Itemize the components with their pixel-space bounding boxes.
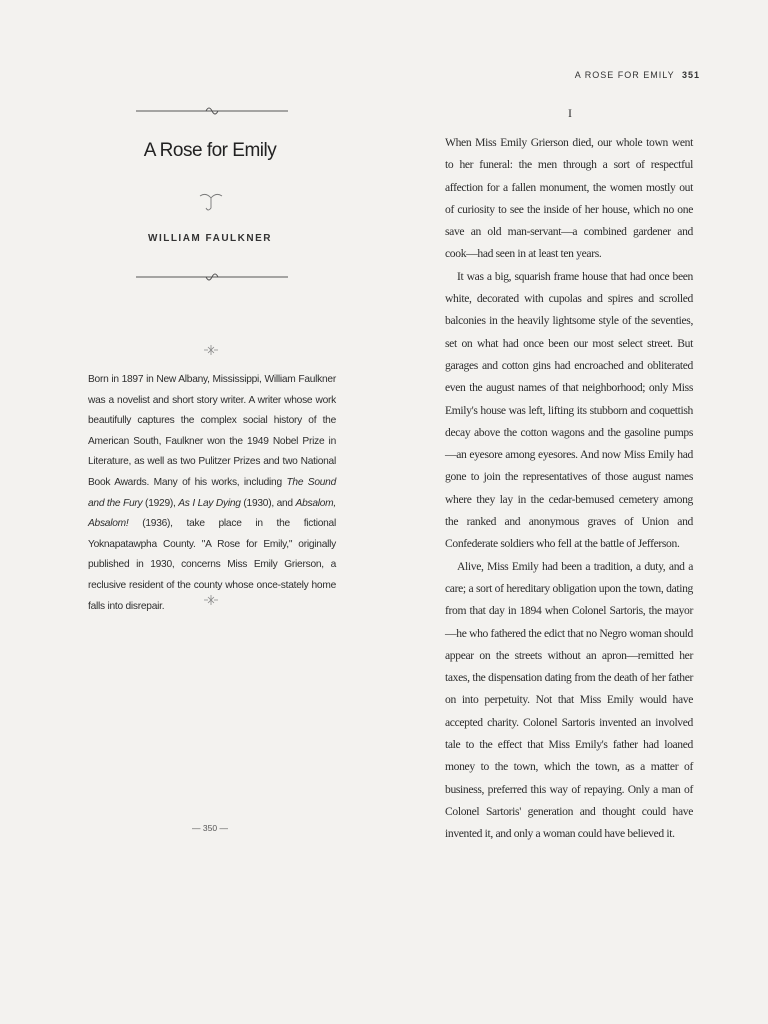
story-text <box>445 132 693 846</box>
story-paragraph-1: When Miss Emily Grierson died, our whole town went to her funeral: the men through a sort of respectful affection for a fallen monument, the women mostly out of curiosity to see the inside of her house, which no one save an old man-servant—a combined gardener and cook—had seen in at least ten years. <box>445 136 693 261</box>
bio-text-4: (1936), take place in the fictional Yoknapatawpha County. "A Rose for Emily," originally published in 1930, concerns Miss Emily Grierson, a reclusive resident of the county whose once-stately home falls into disrepair. <box>88 518 336 612</box>
bio-title-absalom: Absalom, Absalom! <box>88 497 336 530</box>
story-paragraph-3: Alive, Miss Emily had been a tradition, a duty, and a care; a sort of hereditary obligation upon the town, dating from that day in 1894 when Colonel Sartoris, the mayor—he who fathered the edict that no Negro woman should appear on the streets without an apron—remitted her taxes, the dispensation dating from the death of her father on into perpetuity. Not that Miss Emily would have accepted charity. Colonel Sartoris invented an involved tale to the effect that Miss Emily's father had loaned money to the town, which the town, as a matter of business, preferred this way of repaying. Only a man of Colonel Sartoris' generation and thought could have invented it, and only a woman could have believed it. <box>445 559 693 841</box>
page-folio: — 350 — <box>192 823 228 833</box>
bio-bottom-dingbat-icon <box>202 594 220 606</box>
top-ornament-rule <box>136 104 288 116</box>
bio-text-3: (1930), and <box>240 497 296 509</box>
running-head-page-number: 351 <box>681 70 700 80</box>
bio-title-sound-and-fury: The Sound and the Fury <box>88 476 336 509</box>
running-head-title: A ROSE FOR EMILY <box>574 70 675 80</box>
author-name: WILLIAM FAULKNER <box>148 233 272 244</box>
bio-title-as-i-lay-dying: As I Lay Dying <box>178 497 241 509</box>
running-head <box>560 70 700 80</box>
bio-top-dingbat-icon <box>202 344 220 356</box>
author-biography <box>88 370 336 617</box>
bio-text-1: Born in 1897 in New Albany, Mississippi, William Faulkner was a novelist and short story writer. A writer whose work beautifully captures the complex social history of the American South, Faulkner won the 1949 Nobel Prize in Literature, as well as two Pulitzer Prizes and two National Book Awards. Many of his works, including <box>88 374 336 488</box>
bio-text-2: (1929), <box>142 497 179 509</box>
title-flourish-icon <box>196 188 226 216</box>
story-paragraph-2: It was a big, squarish frame house that had once been white, decorated with cupolas and spires and scrolled balconies in the heavily lightsome style of the seventies, set on what had once been our most select street. But garages and cotton gins had encroached and obliterated even the august names of that neighborhood; only Miss Emily's house was left, lifting its stubborn and coquettish decay above the cotton wagons and the gasoline pumps—an eyesore among eyesores. And now Miss Emily had gone to join the representatives of those august names where they lay in the cedar-bemused cemetery among the ranked and anonymous graves of Union and Confederate soldiers who fell at the battle of Jefferson. <box>445 269 693 551</box>
story-title: A Rose for Emily <box>143 140 277 161</box>
section-number: I <box>568 106 572 120</box>
bottom-ornament-rule <box>136 272 288 284</box>
